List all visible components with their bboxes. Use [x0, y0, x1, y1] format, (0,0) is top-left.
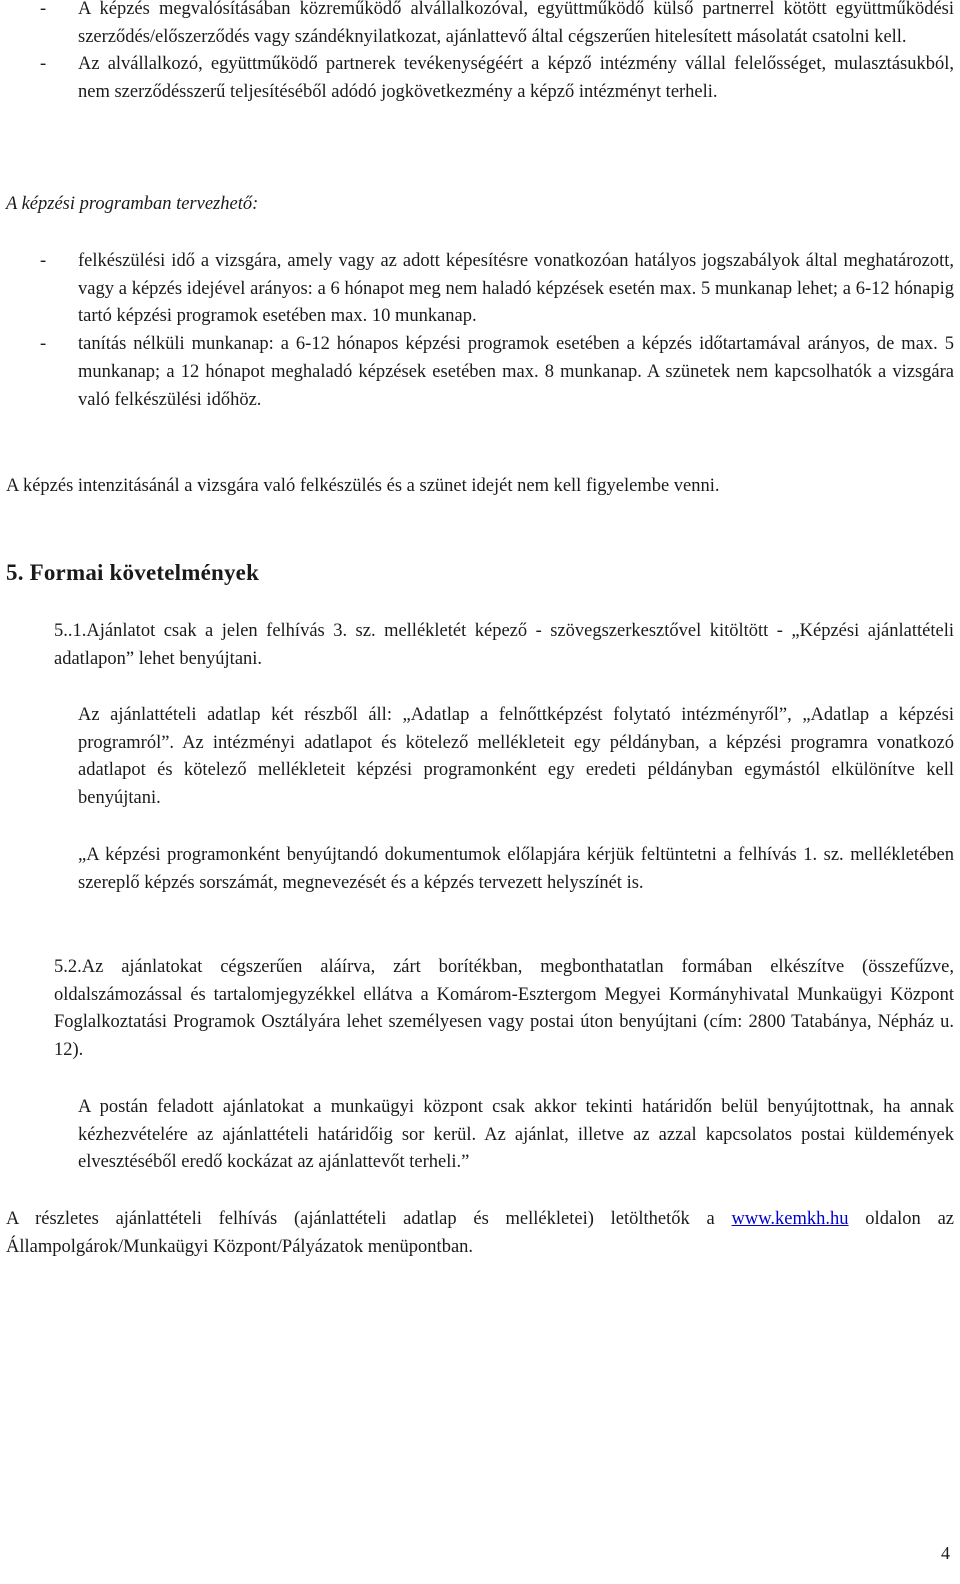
- intensity-note: A képzés intenzitásánál a vizsgára való felkészülés és a szünet idejét nem kell figyelembe venni.: [6, 476, 720, 496]
- list-block-2: [6, 248, 954, 414]
- final-text-after: oldalon az Állampolgárok/Munkaügyi Központ/Pályázatok menüpontban.: [6, 1209, 954, 1257]
- list-item-text: A képzés megvalósításában közreműködő alvállalkozóval, együttműködő külső partnerrel kötött együttműködési szerződés/előszerződés vagy szándéknyilatkozat, ajánlattevő által cégszerűen hitelesített másolatát csatolni kell.: [78, 0, 954, 47]
- final-paragraph: [6, 1206, 954, 1261]
- section-heading: 5. Formai követelmények: [6, 560, 260, 585]
- list-item: [6, 248, 954, 331]
- list-dash: -: [40, 54, 47, 75]
- list-item: [6, 0, 954, 51]
- subheading: A képzési programban tervezhető:: [6, 194, 259, 214]
- list-block-1: [6, 0, 954, 107]
- paragraph-5-1: 5..1.Ajánlatot csak a jelen felhívás 3. sz. mellékletét képező - szövegszerkesztővel kitöltött - „Képzési ajánlattételi adatlapon” lehet benyújtani.: [54, 621, 954, 669]
- list-dash: -: [40, 251, 47, 271]
- list-item: [6, 51, 954, 106]
- paragraph-5-2-postal: A postán feladott ajánlatokat a munkaügyi központ csak akkor tekinti határidőn belül benyújtottnak, ha annak kézhezvételére az ajánlattételi határidőig sor kerül. Az ajánlat, illetve az azzal kapcsolatos postai küldemények elvesztéséből eredő kockázat az ajánlattevőt terheli.”: [78, 1097, 954, 1173]
- page-number: 4: [941, 1543, 950, 1563]
- list-item: [6, 331, 954, 414]
- paragraph-5-1-adatlap: Az ajánlattételi adatlap két részből áll: „Adatlap a felnőttképzést folytató intézményről”, „Adatlap a képzési programról”. Az intézményi adatlapot és kötelező mellékleteit egy példányban, a képzési programra vonatkozó adatlapot és kötelező mellékleteit képzési programonként egy eredeti példányban egymástól elkülönítve kell benyújtani.: [78, 705, 954, 809]
- list-item-text: tanítás nélküli munkanap: a 6-12 hónapos képzési programok esetében a képzés időtartamával arányos, de max. 5 munkanap; a 12 hónapot meghaladó képzések esetében max. 8 munkanap. A szünetek nem kapcsolhatók a vizsgára való felkészülési időhöz.: [78, 334, 954, 410]
- paragraph-5-2: 5.2.Az ajánlatokat cégszerűen aláírva, zárt borítékban, megbonthatatlan formában elkészítve (összefűzve, oldalszámozással és tartalomjegyzékkel ellátva a Komárom-Esztergom Megyei Kormányhivatal Munkaügyi Központ Foglalkoztatási Programok Osztályára lehet személyesen vagy postai úton benyújtani (cím: 2800 Tatabánya, Népház u. 12).: [54, 957, 954, 1061]
- kemkh-link[interactable]: www.kemkh.hu: [731, 1209, 849, 1229]
- list-item-text: felkészülési idő a vizsgára, amely vagy az adott képesítésre vonatkozóan hatályos jogszabályok által meghatározott, vagy a képzés idejével arányos: a 6 hónapot meg nem haladó képzések esetén max. 5 munkanap lehet; a 6-12 hónapig tartó képzési programok esetében max. 10 munkanap.: [78, 251, 954, 327]
- paragraph-5-1-eloap: „A képzési programonként benyújtandó dokumentumok előlapjára kérjük feltüntetni a felhívás 1. sz. mellékletében szereplő képzés sorszámát, megnevezését és a képzés tervezett helyszínét is.: [78, 845, 954, 893]
- final-text-before: A részletes ajánlattételi felhívás (ajánlattételi adatlap és mellékletei) letölthetők a: [6, 1209, 732, 1229]
- list-item-text: Az alvállalkozó, együttműködő partnerek tevékenységéért a képző intézmény vállal felelősséget, mulasztásukból, nem szerződésszerű teljesítéséből adódó jogkövetkezmény a képző intézményt terheli.: [78, 54, 954, 103]
- list-dash: -: [40, 334, 47, 355]
- list-dash: -: [40, 0, 47, 19]
